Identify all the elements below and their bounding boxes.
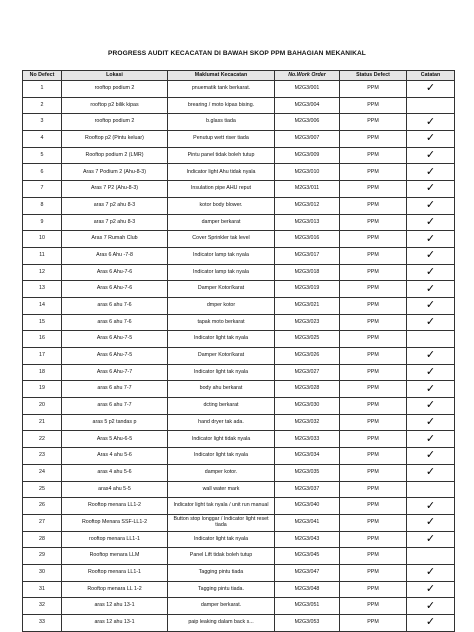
cell-status: PPM: [340, 381, 407, 398]
cell-catatan: [407, 448, 455, 465]
cell-maklumat: Pintu panel tidak boleh tutup: [168, 147, 275, 164]
cell-maklumat: Indicator light Ahu tidak nyala: [168, 164, 275, 181]
cell-status: PPM: [340, 498, 407, 515]
table-row: [23, 514, 455, 531]
cell-lokasi: aras 12 ahu 13-1: [62, 615, 168, 632]
cell-status: PPM: [340, 598, 407, 615]
cell-lokasi: aras 4 ahu 5-6: [62, 464, 168, 481]
table-row: [23, 398, 455, 415]
checkmark-icon: ✓: [425, 82, 436, 95]
cell-lokasi: rooftop podium 2: [62, 114, 168, 131]
cell-no-defect: 25: [23, 481, 62, 498]
table-row: [23, 247, 455, 264]
checkmark-icon: ✓: [425, 149, 436, 162]
cell-catatan: [407, 615, 455, 632]
checkmark-icon: ✓: [425, 115, 436, 128]
cell-lokasi: aras 5 p2 tandas p: [62, 414, 168, 431]
cell-catatan: [407, 297, 455, 314]
cell-catatan: [407, 498, 455, 515]
cell-no-defect: 20: [23, 398, 62, 415]
cell-no-defect: 19: [23, 381, 62, 398]
cell-catatan: [407, 548, 455, 565]
cell-catatan: [407, 514, 455, 531]
cell-maklumat: damper kotor.: [168, 464, 275, 481]
cell-maklumat: Cover Sprinkler tak level: [168, 231, 275, 248]
cell-lokasi: Rooftop podium 2 (LMR): [62, 147, 168, 164]
checkmark-icon: ✓: [425, 416, 436, 429]
cell-lokasi: Aras 7 Podium 2 (Ahu-8-3): [62, 164, 168, 181]
cell-catatan: [407, 414, 455, 431]
cell-catatan: [407, 531, 455, 548]
cell-work-order: M2G3/004: [275, 97, 340, 114]
checkmark-icon: ✓: [425, 432, 436, 445]
cell-lokasi: aras 7 p2 ahu 8-3: [62, 197, 168, 214]
cell-status: PPM: [340, 247, 407, 264]
cell-status: PPM: [340, 448, 407, 465]
cell-no-defect: 23: [23, 448, 62, 465]
cell-status: PPM: [340, 398, 407, 415]
cell-lokasi: aras4 ahu 5-5: [62, 481, 168, 498]
cell-maklumat: paip leaking dalam back s...: [168, 615, 275, 632]
cell-catatan: [407, 247, 455, 264]
cell-catatan: [407, 364, 455, 381]
cell-work-order: M2G3/051: [275, 598, 340, 615]
cell-work-order: M2G3/043: [275, 531, 340, 548]
cell-lokasi: Aras 5 Ahu-6-5: [62, 431, 168, 448]
cell-no-defect: 17: [23, 348, 62, 365]
checkmark-icon: ✓: [425, 582, 436, 595]
cell-no-defect: 10: [23, 231, 62, 248]
cell-no-defect: 14: [23, 297, 62, 314]
cell-work-order: M2G3/021: [275, 297, 340, 314]
checkmark-icon: ✓: [425, 165, 436, 178]
table-row: [23, 97, 455, 114]
cell-maklumat: Indicator light tidak nyala: [168, 431, 275, 448]
cell-work-order: M2G3/019: [275, 281, 340, 298]
cell-work-order: M2G3/047: [275, 564, 340, 581]
cell-lokasi: Aras 6 Ahu -7-8: [62, 247, 168, 264]
checkmark-icon: ✓: [425, 249, 436, 262]
cell-lokasi: Rooftop menara LL1-2: [62, 498, 168, 515]
document-title: PROGRESS AUDIT KECACATAN DI BAWAH SKOP PPM BAHAGIAN MEKANIKAL: [108, 50, 366, 57]
cell-work-order: M2G3/001: [275, 81, 340, 98]
cell-maklumat: Tagging pintu tiada: [168, 564, 275, 581]
cell-no-defect: 12: [23, 264, 62, 281]
cell-lokasi: Aras 7 P2 (Ahu-8-3): [62, 181, 168, 198]
cell-no-defect: 15: [23, 314, 62, 331]
cell-status: PPM: [340, 97, 407, 114]
cell-maklumat: damper berkarat: [168, 214, 275, 231]
cell-no-defect: 22: [23, 431, 62, 448]
defect-table: [22, 70, 455, 632]
cell-lokasi: Aras 6 Ahu-7-5: [62, 348, 168, 365]
cell-work-order: M2G3/045: [275, 548, 340, 565]
cell-maklumat: Indicator light tak nyala: [168, 448, 275, 465]
cell-status: PPM: [340, 414, 407, 431]
checkmark-icon: ✓: [425, 382, 436, 395]
cell-status: PPM: [340, 81, 407, 98]
cell-work-order: M2G3/053: [275, 615, 340, 632]
checkmark-icon: ✓: [425, 516, 436, 529]
checkmark-icon: ✓: [425, 399, 436, 412]
cell-maklumat: b.glass tiada: [168, 114, 275, 131]
table-row: [23, 281, 455, 298]
table-row: [23, 581, 455, 598]
cell-lokasi: aras 12 ahu 13-1: [62, 598, 168, 615]
cell-lokasi: Aras 4 ahu 5-6: [62, 448, 168, 465]
cell-status: PPM: [340, 131, 407, 148]
cell-work-order: M2G3/010: [275, 164, 340, 181]
cell-work-order: M2G3/034: [275, 448, 340, 465]
checkmark-icon: ✓: [425, 532, 436, 545]
cell-status: PPM: [340, 581, 407, 598]
cell-status: PPM: [340, 314, 407, 331]
table-row: [23, 431, 455, 448]
cell-no-defect: 3: [23, 114, 62, 131]
checkmark-icon: ✓: [425, 182, 436, 195]
cell-catatan: [407, 131, 455, 148]
cell-no-defect: 29: [23, 548, 62, 565]
cell-lokasi: rooftop menara LL1-1: [62, 531, 168, 548]
cell-maklumat: kotor body blower.: [168, 197, 275, 214]
header-work-order: No.Work Order: [275, 71, 340, 81]
cell-no-defect: 16: [23, 331, 62, 348]
cell-maklumat: Indicator light tak nyala: [168, 531, 275, 548]
table-row: [23, 131, 455, 148]
cell-lokasi: Aras 6 Ahu-7-5: [62, 331, 168, 348]
checkmark-icon: ✓: [425, 366, 436, 379]
cell-maklumat: tapak moto berkarat: [168, 314, 275, 331]
cell-catatan: [407, 598, 455, 615]
cell-maklumat: Insulation pipe AHU reput: [168, 181, 275, 198]
cell-catatan: [407, 181, 455, 198]
cell-status: PPM: [340, 114, 407, 131]
cell-maklumat: Damper Kotor/karat: [168, 348, 275, 365]
cell-status: PPM: [340, 564, 407, 581]
cell-no-defect: 31: [23, 581, 62, 598]
table-row: [23, 214, 455, 231]
table-row: [23, 464, 455, 481]
table-row: [23, 381, 455, 398]
table-row: [23, 231, 455, 248]
cell-maklumat: pnuematik tank berkarat.: [168, 81, 275, 98]
cell-work-order: M2G3/040: [275, 498, 340, 515]
table-row: [23, 147, 455, 164]
cell-maklumat: brearing / moto kipas bising.: [168, 97, 275, 114]
cell-lokasi: Aras 7 Rumah Club: [62, 231, 168, 248]
cell-no-defect: 6: [23, 164, 62, 181]
cell-work-order: M2G3/033: [275, 431, 340, 448]
cell-status: PPM: [340, 481, 407, 498]
cell-no-defect: 24: [23, 464, 62, 481]
cell-work-order: M2G3/016: [275, 231, 340, 248]
cell-catatan: [407, 564, 455, 581]
cell-maklumat: Damper Kotor/karat: [168, 281, 275, 298]
checkmark-icon: ✓: [425, 282, 436, 295]
cell-no-defect: 9: [23, 214, 62, 231]
cell-no-defect: 4: [23, 131, 62, 148]
cell-maklumat: Indicator lamp tak nyala: [168, 264, 275, 281]
cell-catatan: [407, 214, 455, 231]
cell-catatan: [407, 281, 455, 298]
cell-status: PPM: [340, 331, 407, 348]
table-row: [23, 615, 455, 632]
cell-lokasi: aras 6 ahu 7-6: [62, 314, 168, 331]
cell-lokasi: Aras 6 Ahu-7-6: [62, 264, 168, 281]
cell-status: PPM: [340, 214, 407, 231]
cell-status: PPM: [340, 231, 407, 248]
cell-maklumat: Penutup wett riser tiada: [168, 131, 275, 148]
cell-lokasi: aras 7 p2 ahu 8-3: [62, 214, 168, 231]
cell-no-defect: 18: [23, 364, 62, 381]
checkmark-icon: ✓: [425, 349, 436, 362]
cell-no-defect: 11: [23, 247, 62, 264]
cell-lokasi: Rooftop menara LL1-1: [62, 564, 168, 581]
cell-catatan: [407, 398, 455, 415]
cell-catatan: [407, 231, 455, 248]
cell-catatan: [407, 147, 455, 164]
cell-lokasi: aras 6 ahu 7-7: [62, 381, 168, 398]
cell-lokasi: Aras 6 Ahu-7-6: [62, 281, 168, 298]
table-row: [23, 448, 455, 465]
cell-status: PPM: [340, 164, 407, 181]
cell-lokasi: Rooftop Menara SSF-LL1-2: [62, 514, 168, 531]
cell-no-defect: 2: [23, 97, 62, 114]
cell-work-order: M2G3/048: [275, 581, 340, 598]
table-header-row: [23, 71, 455, 81]
cell-no-defect: 33: [23, 615, 62, 632]
cell-status: PPM: [340, 364, 407, 381]
cell-work-order: M2G3/041: [275, 514, 340, 531]
cell-status: PPM: [340, 464, 407, 481]
cell-status: PPM: [340, 531, 407, 548]
cell-maklumat: Button stop longgar / Indicator light reset tiada: [168, 514, 275, 531]
header-status: Status Defect: [340, 71, 407, 81]
cell-catatan: [407, 348, 455, 365]
cell-status: PPM: [340, 281, 407, 298]
table-row: [23, 481, 455, 498]
table-row: [23, 114, 455, 131]
cell-work-order: M2G3/035: [275, 464, 340, 481]
cell-no-defect: 13: [23, 281, 62, 298]
table-row: [23, 164, 455, 181]
cell-maklumat: damper berkarat.: [168, 598, 275, 615]
table-row: [23, 314, 455, 331]
table-row: [23, 331, 455, 348]
cell-status: PPM: [340, 615, 407, 632]
cell-work-order: M2G3/025: [275, 331, 340, 348]
header-maklumat: Maklumat Kecacatan: [168, 71, 275, 81]
cell-lokasi: rooftop podium 2: [62, 81, 168, 98]
cell-status: PPM: [340, 147, 407, 164]
cell-no-defect: 21: [23, 414, 62, 431]
cell-work-order: M2G3/027: [275, 364, 340, 381]
cell-maklumat: Indicator lamp tak nyala: [168, 247, 275, 264]
cell-status: PPM: [340, 514, 407, 531]
cell-work-order: M2G3/017: [275, 247, 340, 264]
cell-work-order: M2G3/009: [275, 147, 340, 164]
cell-catatan: [407, 197, 455, 214]
cell-work-order: M2G3/012: [275, 197, 340, 214]
checkmark-icon: ✓: [425, 215, 436, 228]
table-row: [23, 531, 455, 548]
cell-work-order: M2G3/018: [275, 264, 340, 281]
cell-maklumat: wall water mark: [168, 481, 275, 498]
checkmark-icon: ✓: [425, 599, 436, 612]
cell-maklumat: dcting berkarat: [168, 398, 275, 415]
checkmark-icon: ✓: [425, 265, 436, 278]
table-row: [23, 264, 455, 281]
checkmark-icon: ✓: [425, 315, 436, 328]
cell-catatan: [407, 381, 455, 398]
cell-catatan: [407, 481, 455, 498]
cell-no-defect: 26: [23, 498, 62, 515]
cell-work-order: M2G3/007: [275, 131, 340, 148]
cell-catatan: [407, 331, 455, 348]
cell-no-defect: 1: [23, 81, 62, 98]
table-row: [23, 598, 455, 615]
cell-catatan: [407, 114, 455, 131]
cell-catatan: [407, 164, 455, 181]
cell-lokasi: aras 6 ahu 7-6: [62, 297, 168, 314]
checkmark-icon: ✓: [425, 199, 436, 212]
cell-lokasi: Rooftop menara LL 1-2: [62, 581, 168, 598]
cell-catatan: [407, 581, 455, 598]
cell-status: PPM: [340, 297, 407, 314]
checkmark-icon: ✓: [425, 449, 436, 462]
cell-no-defect: 32: [23, 598, 62, 615]
table-body: [23, 81, 455, 632]
cell-lokasi: Rooftop p2 (Pintu keluar): [62, 131, 168, 148]
table-row: [23, 297, 455, 314]
header-lokasi: Lokasi: [62, 71, 168, 81]
cell-no-defect: 8: [23, 197, 62, 214]
cell-lokasi: aras 6 ahu 7-7: [62, 398, 168, 415]
cell-maklumat: Indicator light tak nyala / unit run manual: [168, 498, 275, 515]
cell-catatan: [407, 97, 455, 114]
cell-work-order: M2G3/028: [275, 381, 340, 398]
checkmark-icon: ✓: [425, 299, 436, 312]
cell-maklumat: hand dryer tak ada.: [168, 414, 275, 431]
checkmark-icon: ✓: [425, 466, 436, 479]
cell-status: PPM: [340, 197, 407, 214]
cell-maklumat: body ahu berkarat: [168, 381, 275, 398]
cell-catatan: [407, 81, 455, 98]
cell-work-order: M2G3/030: [275, 398, 340, 415]
cell-catatan: [407, 431, 455, 448]
cell-maklumat: dmper kotor: [168, 297, 275, 314]
table-row: [23, 498, 455, 515]
cell-no-defect: 27: [23, 514, 62, 531]
table-row: [23, 348, 455, 365]
table-row: [23, 364, 455, 381]
cell-no-defect: 28: [23, 531, 62, 548]
table-row: [23, 81, 455, 98]
checkmark-icon: ✓: [425, 132, 436, 145]
cell-status: PPM: [340, 181, 407, 198]
checkmark-icon: ✓: [425, 499, 436, 512]
cell-work-order: M2G3/011: [275, 181, 340, 198]
checkmark-icon: ✓: [425, 616, 436, 629]
cell-catatan: [407, 264, 455, 281]
cell-work-order: M2G3/026: [275, 348, 340, 365]
cell-status: PPM: [340, 264, 407, 281]
cell-catatan: [407, 314, 455, 331]
table-row: [23, 564, 455, 581]
cell-maklumat: Indicator light tak nyala: [168, 331, 275, 348]
cell-work-order: M2G3/006: [275, 114, 340, 131]
cell-lokasi: Rooftop menara LLM: [62, 548, 168, 565]
table-row: [23, 197, 455, 214]
cell-maklumat: Indicator light tak nyala: [168, 364, 275, 381]
table-row: [23, 548, 455, 565]
header-catatan: Catatan: [407, 71, 455, 81]
table-row: [23, 414, 455, 431]
cell-lokasi: rooftop p2 bilik kipas: [62, 97, 168, 114]
checkmark-icon: ✓: [425, 232, 436, 245]
cell-maklumat: Panel Lift tidak boleh tutup: [168, 548, 275, 565]
cell-work-order: M2G3/013: [275, 214, 340, 231]
checkmark-icon: ✓: [425, 566, 436, 579]
cell-no-defect: 5: [23, 147, 62, 164]
cell-work-order: M2G3/032: [275, 414, 340, 431]
cell-no-defect: 7: [23, 181, 62, 198]
table-row: [23, 181, 455, 198]
cell-work-order: M2G3/023: [275, 314, 340, 331]
cell-status: PPM: [340, 548, 407, 565]
cell-maklumat: Tagging pintu tiada.: [168, 581, 275, 598]
cell-status: PPM: [340, 348, 407, 365]
header-no-defect: No Defect: [23, 71, 62, 81]
cell-lokasi: Aras 6 Ahu-7-7: [62, 364, 168, 381]
cell-no-defect: 30: [23, 564, 62, 581]
cell-work-order: M2G3/037: [275, 481, 340, 498]
cell-status: PPM: [340, 431, 407, 448]
cell-catatan: [407, 464, 455, 481]
